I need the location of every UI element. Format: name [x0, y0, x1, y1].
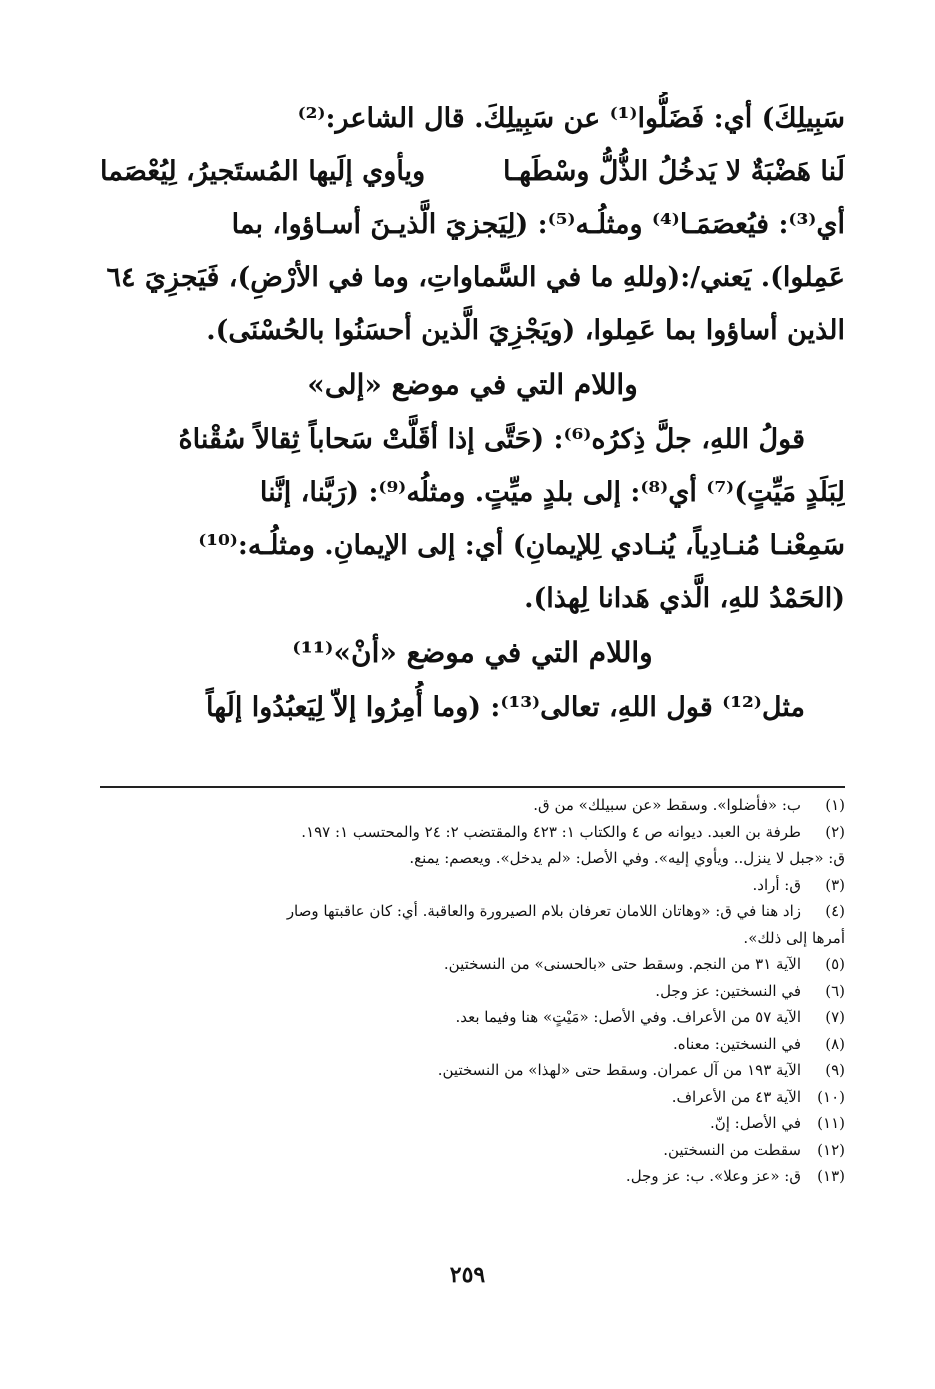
footnote-text: الآية ٣١ من النجم. وسقط حتى «بالحسنى» من النسختين.: [443, 955, 801, 973]
text-line: سَبِيلِكَ) أي: فَضَلُّوا⁽¹⁾ عن سَبِيلِكَ. قال الشاعر:⁽²⁾: [297, 103, 845, 134]
text-line: قولُ اللهِ، جلَّ ذِكرُه⁽⁶⁾: (حَتَّى إذا أقَلَّتْ سَحاباً ثِقالاً سُقْناهُ: [178, 424, 805, 455]
footnote-number: (١): [825, 796, 845, 814]
footnote-number: (٩): [825, 1061, 845, 1079]
footnote: [100, 872, 845, 899]
footnote-text: ق: «عز وعلا». ب: عز وجل.: [625, 1167, 801, 1185]
footnote-number: (٦): [825, 981, 845, 1000]
footnote-text: ب: «فأضلوا». وسقط «عن سبيلك» من ق.: [533, 796, 801, 814]
footnote: [100, 1084, 845, 1111]
footnote: [100, 1110, 845, 1137]
text-line: (الحَمْدُ للهِ، الَّذي هَدانا لِهذا).: [524, 583, 845, 614]
footnotes: [100, 792, 845, 1190]
poem-verse: [100, 145, 845, 198]
poem-first-hemistich: لَنا هَضْبَةٌ لا يَدخُلُ الذُّلُّ وسْطَهـا: [502, 156, 845, 187]
footnote-text: الآية ٥٧ من الأعراف. وفي الأصل: «مَيْتٍ» هنا وفيما بعد.: [455, 1008, 801, 1026]
footnote: [100, 792, 845, 819]
footnote: [100, 1163, 845, 1190]
footnote-number: (١٣): [817, 1167, 845, 1185]
section-heading: واللام التي في موضع «إلى»: [307, 368, 638, 401]
footnote: [100, 978, 845, 1005]
footnote-text: في النسختين: معناه.: [672, 1034, 801, 1053]
footnote-number: (٥): [825, 955, 845, 973]
footnote: [100, 1057, 845, 1084]
footnote-continuation: ق: «جبل لا ينزل.. ويأوي إليه». وفي الأصل: «لم يدخل». ويعصم: يمنع.: [409, 849, 845, 867]
page-number: ٢٥٩: [449, 1262, 486, 1288]
footnote-number: (١٢): [817, 1140, 845, 1159]
footnote-text: سقطت من النسختين.: [663, 1140, 801, 1159]
footnote: [100, 1031, 845, 1058]
footnote-text: طرفة بن العبد. ديوانه ص ٤ والكتاب ١: ٤٢٣ والمقتضب ٢: ٢٤ والمحتسب ١: ١٩٧.: [301, 822, 801, 841]
main-text: [100, 92, 845, 734]
poem-second-hemistich: ويأوي إلَيها المُستَجيرُ، لِيُعْصَما: [100, 156, 426, 187]
footnote: [100, 819, 845, 846]
footnote-text: الآية ١٩٣ من آل عمران. وسقط حتى «لهذا» من النسختين.: [437, 1061, 801, 1079]
footnote: [100, 1004, 845, 1031]
footnote-text: زاد هنا في ق: «وهاتان اللامان تعرفان بلام الصيرورة والعاقبة. أي: كان عاقبتها وصار: [286, 902, 801, 920]
text-line: لِبَلَدٍ مَيِّتٍ)⁽⁷⁾ أي⁽⁸⁾: إلى بلدٍ ميِّتٍ. ومثلُه⁽⁹⁾: (رَبَّنا، إنَّنا: [259, 477, 845, 508]
footnote-number: (١١): [817, 1114, 845, 1132]
footnote-number: (٧): [825, 1008, 845, 1026]
text-line: أي⁽³⁾: فيُعصَمَـا⁽⁴⁾ ومثلُـه⁽⁵⁾: (لِيَجزيَ الَّذيـنَ أسـاؤوا، بما: [231, 209, 845, 240]
footnote: [100, 951, 845, 978]
footnote-number: (٨): [825, 1034, 845, 1053]
text-line: مثل⁽¹²⁾ قول اللهِ، تعالى⁽¹³⁾: (وما أُمِرُوا إلاّ لِيَعبُدُوا إلَهاً: [205, 692, 805, 723]
text-line: الذين أساؤوا بما عَمِلوا، (ويَجْزِيَ الَّذين أحسَنُوا بالحُسْنَى).: [206, 315, 845, 346]
footnote-text: في الأصل: إنّ.: [709, 1114, 801, 1132]
footnote: [100, 898, 845, 925]
footnote-separator: [100, 786, 845, 788]
text-line: سَمِعْنـا مُنـادِياً، يُنـادي لِلإيمانِ) أي: إلى الإيمانِ. ومثلُـه:⁽¹⁰⁾: [198, 530, 845, 561]
footnote-text: في النسختين: عز وجل.: [655, 981, 801, 1000]
footnote-number: (٤): [825, 902, 845, 920]
footnote-text: ق: أراد.: [752, 875, 801, 894]
text-line: عَمِلوا). يَعني/:(وللهِ ما في السَّماواتِ، وما في الأرْضِ)، فَيَجزِيَ ٦٤: [106, 262, 845, 293]
footnote-number: (٣): [825, 875, 845, 894]
section-heading: واللام التي في موضع «أنْ»⁽¹¹⁾: [292, 636, 653, 669]
footnote-number: (١٠): [817, 1087, 845, 1106]
footnote-continuation: أمرها إلى ذلك».: [743, 928, 845, 947]
footnote-text: الآية ٤٣ من الأعراف.: [671, 1087, 801, 1106]
footnote-number: (٢): [825, 822, 845, 841]
footnote: [100, 1137, 845, 1164]
